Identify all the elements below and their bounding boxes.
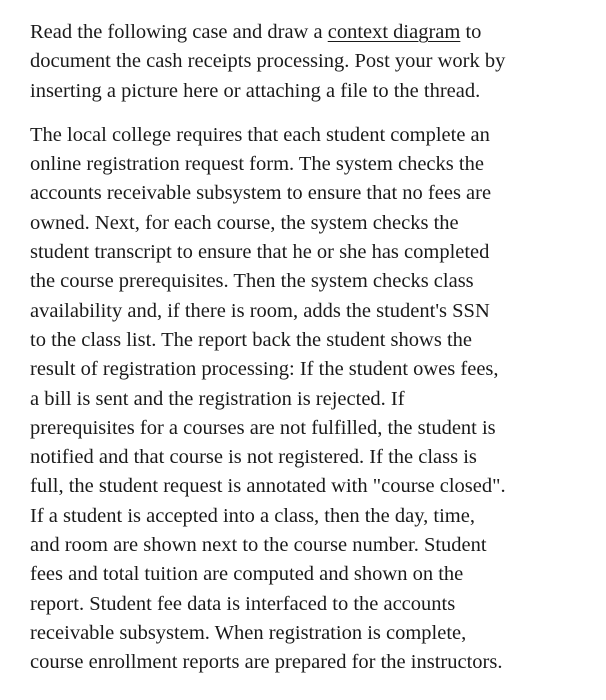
case-line: owned. Next, for each course, the system checks the	[30, 211, 459, 234]
case-line: to the class list. The report back the student shows the	[30, 328, 472, 351]
instruction-line-3: inserting a picture here or attaching a file to the thread.	[30, 79, 481, 102]
case-line: availability and, if there is room, adds the student's SSN	[30, 299, 490, 322]
case-line: student transcript to ensure that he or she has completed	[30, 241, 490, 264]
case-line: a bill is sent and the registration is rejected. If	[30, 387, 405, 410]
instruction-line-2: document the cash receipts processing. Post your work by	[30, 50, 506, 73]
context-diagram-link[interactable]: context diagram	[327, 21, 461, 43]
case-line: If a student is accepted into a class, then the day, time,	[30, 504, 475, 527]
case-line: course enrollment reports are prepared for the instructors.	[30, 651, 503, 674]
case-line: prerequisites for a courses are not fulfilled, the student is	[30, 416, 496, 439]
case-line: full, the student request is annotated with "course closed".	[30, 475, 506, 498]
instruction-text-end: to	[460, 21, 482, 43]
case-line: The local college requires that each student complete an	[30, 123, 490, 146]
case-paragraph	[30, 121, 590, 678]
case-line: report. Student fee data is interfaced to the accounts	[30, 592, 456, 615]
case-line: notified and that course is not registered. If the class is	[30, 446, 477, 469]
case-line: the course prerequisites. Then the system checks class	[30, 270, 474, 293]
paragraph-spacer	[30, 106, 590, 121]
instruction-paragraph	[30, 18, 590, 106]
case-line: result of registration processing: If the student owes fees,	[30, 358, 499, 381]
case-line: accounts receivable subsystem to ensure that no fees are	[30, 182, 492, 205]
case-line: online registration request form. The system checks the	[30, 153, 484, 176]
document-body	[30, 18, 590, 678]
instruction-line-1	[30, 18, 590, 47]
case-line: fees and total tuition are computed and shown on the	[30, 563, 464, 586]
case-line: and room are shown next to the course number. Student	[30, 534, 487, 557]
instruction-text-start: Read the following case and draw a	[30, 21, 328, 43]
case-line: receivable subsystem. When registration is complete,	[30, 621, 467, 644]
